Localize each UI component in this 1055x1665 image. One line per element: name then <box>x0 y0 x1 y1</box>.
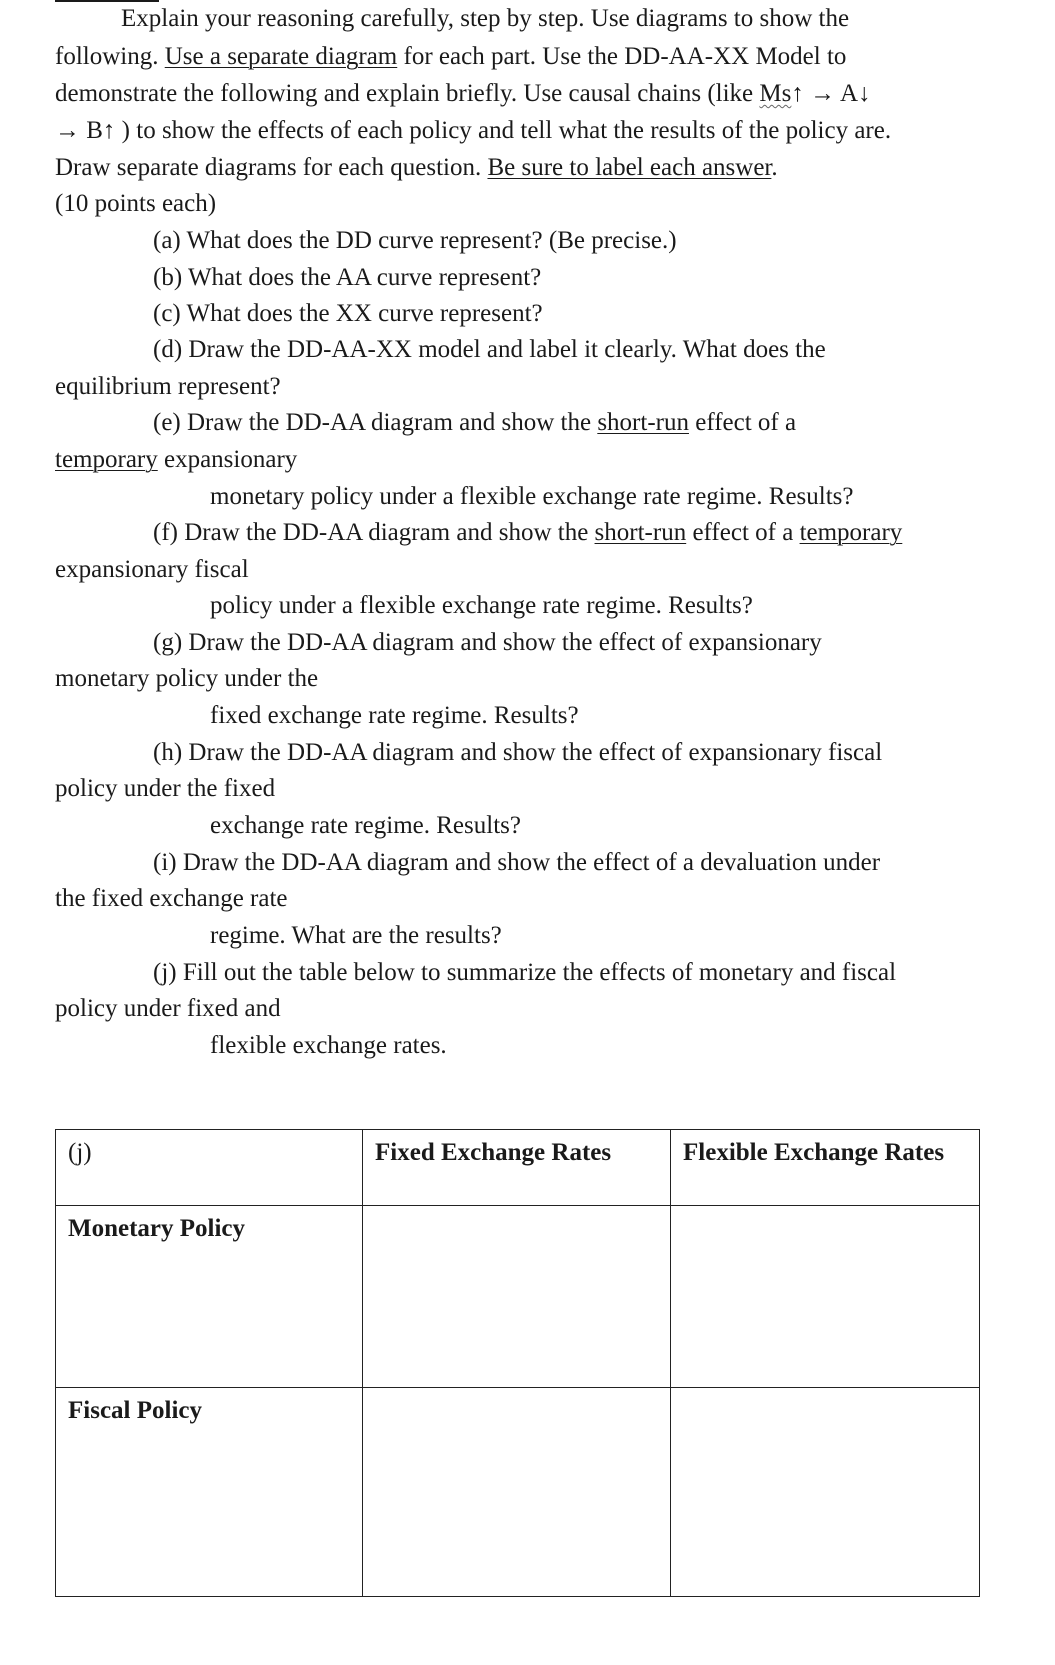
question-j-line-2: policy under fixed and <box>55 995 281 1022</box>
question-j-line-3: flexible exchange rates. <box>210 1032 447 1059</box>
question-i-line-3: regime. What are the results? <box>210 922 502 949</box>
row-header-fiscal: Fiscal Policy <box>56 1388 363 1597</box>
question-a: (a) What does the DD curve represent? (Be precise.) <box>153 227 677 254</box>
summary-table <box>55 1129 980 1597</box>
question-f-line-1: (f) Draw the DD-AA diagram and show the short-run effect of a temporary <box>153 519 903 546</box>
column-header-fixed: Fixed Exchange Rates <box>363 1130 671 1206</box>
question-d-line-1: (d) Draw the DD-AA-XX model and label it clearly. What does the <box>153 336 826 363</box>
intro-line-4: → B↑ ) to show the effects of each policy and tell what the results of the policy are. <box>55 117 892 144</box>
table-row <box>56 1206 980 1388</box>
question-g-line-1: (g) Draw the DD-AA diagram and show the effect of expansionary <box>153 629 822 656</box>
table-header-row <box>56 1130 980 1206</box>
cell-monetary-flexible[interactable] <box>671 1206 980 1388</box>
question-e-line-1: (e) Draw the DD-AA diagram and show the short-run effect of a <box>153 409 797 436</box>
question-h-line-1: (h) Draw the DD-AA diagram and show the effect of expansionary fiscal <box>153 739 883 766</box>
column-header-flexible: Flexible Exchange Rates <box>671 1130 980 1206</box>
cell-monetary-fixed[interactable] <box>363 1206 671 1388</box>
question-g-line-3: fixed exchange rate regime. Results? <box>210 702 579 729</box>
intro-line-5: Draw separate diagrams for each question. Be sure to label each answer. <box>55 154 778 181</box>
question-c: (c) What does the XX curve represent? <box>153 300 543 327</box>
question-f-line-2: expansionary fiscal <box>55 556 249 583</box>
table-corner-cell: (j) <box>56 1130 363 1206</box>
question-g-line-2: monetary policy under the <box>55 665 319 692</box>
intro-line-2: following. Use a separate diagram for each part. Use the DD-AA-XX Model to <box>55 43 847 70</box>
question-b: (b) What does the AA curve represent? <box>153 264 542 291</box>
table-row <box>56 1388 980 1597</box>
question-d-line-2: equilibrium represent? <box>55 373 281 400</box>
question-f-line-3: policy under a flexible exchange rate regime. Results? <box>210 592 753 619</box>
intro-line-3: demonstrate the following and explain briefly. Use causal chains (like Ms↑ → A↓ <box>55 80 871 107</box>
question-j-line-1: (j) Fill out the table below to summarize the effects of monetary and fiscal <box>153 959 897 986</box>
question-e-line-2: temporary expansionary <box>55 446 298 473</box>
question-e-line-3: monetary policy under a flexible exchange rate regime. Results? <box>210 483 854 510</box>
row-header-monetary: Monetary Policy <box>56 1206 363 1388</box>
points-note: (10 points each) <box>55 190 217 217</box>
question-h-line-3: exchange rate regime. Results? <box>210 812 521 839</box>
intro-line-1: Explain your reasoning carefully, step by step. Use diagrams to show the <box>121 5 850 32</box>
cell-fiscal-flexible[interactable] <box>671 1388 980 1597</box>
question-h-line-2: policy under the fixed <box>55 775 276 802</box>
question-i-line-2: the fixed exchange rate <box>55 885 288 912</box>
cell-fiscal-fixed[interactable] <box>363 1388 671 1597</box>
question-i-line-1: (i) Draw the DD-AA diagram and show the effect of a devaluation under <box>153 849 881 876</box>
